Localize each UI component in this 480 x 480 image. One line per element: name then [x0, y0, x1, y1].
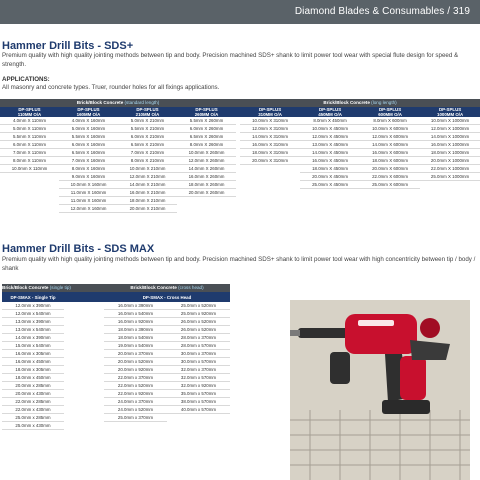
table1-col-header: DP-SPLUS 210MM O/A: [118, 107, 177, 117]
table-cell: 14.0mm x 390mm: [2, 334, 64, 342]
table-cell: 6.0mm X 160mm: [59, 141, 118, 149]
applications-label: APPLICATIONS:: [2, 76, 50, 83]
table-cell: 32.0mm x 920mm: [167, 382, 230, 390]
table-cell: 10.0mm X 600mm: [360, 125, 420, 133]
table-row: [0, 189, 480, 197]
table-cell: 20.0mm X 1000mm: [420, 157, 480, 165]
table-cell: 30.0mm x 570mm: [167, 358, 230, 366]
sds-plus-table: [0, 99, 480, 213]
table-cell: [240, 205, 300, 213]
table-cell: [420, 197, 480, 205]
table-cell: 16.0mm x 540mm: [104, 310, 167, 318]
table-cell: 20.0mm x 520mm: [104, 358, 167, 366]
table-cell: 32.0mm x 370mm: [167, 366, 230, 374]
table-row: [2, 366, 230, 374]
sds-max-description: Premium quality with high quality jointing methods between tip and body. Precision machined SDS+ shank to limit power tool wear with high concentricity between tip / body / shank: [2, 256, 476, 272]
table-row: [0, 149, 480, 157]
table-cell: 5.0mm X 160mm: [59, 125, 118, 133]
table-cell: 25.0mm x 285mm: [2, 414, 64, 422]
table1-col-header: DP-SPLUS 260MM O/A: [177, 107, 236, 117]
table-cell: 7.0mm X 110mm: [0, 149, 59, 157]
table-cell: [360, 205, 420, 213]
table-cell: 22.0mm x 430mm: [2, 406, 64, 414]
table-cell: 20.0mm x 430mm: [2, 390, 64, 398]
table1-group-standard: Brick/Block Concrete (standard length): [0, 99, 236, 107]
table-cell: [240, 189, 300, 197]
table-row: [2, 398, 230, 406]
table-cell: 18.0mm x 390mm: [104, 326, 167, 334]
table-cell: 5.5mm X 260mm: [177, 117, 236, 125]
header-bar: [0, 0, 480, 24]
table-row: [2, 414, 230, 422]
table-cell: 10.0mm X 160mm: [59, 181, 118, 189]
table-cell: 8.0mm X 450mm: [300, 117, 360, 125]
table-cell: 26.0mm x 520mm: [167, 318, 230, 326]
table-cell: 9.0mm X 160mm: [59, 173, 118, 181]
table-cell: 16.0mm X 600mm: [360, 149, 420, 157]
table-cell: 10.0mm X 260mm: [177, 149, 236, 157]
table-cell: 16.0mm X 260mm: [177, 173, 236, 181]
applications-text: All masonry and concrete types. Truer, rounder holes for all fixings applications.: [2, 84, 220, 91]
table-row: [0, 181, 480, 189]
table-row: [2, 326, 230, 334]
table-cell: 18.0mm X 600mm: [360, 157, 420, 165]
table1-group-long: Brick/Block Concrete (long length): [240, 99, 480, 107]
table-cell: 12.0mm X 160mm: [59, 205, 118, 213]
table-row: [2, 318, 230, 326]
table-cell: [0, 197, 59, 205]
hammer-drill-image: [290, 300, 470, 480]
table-cell: 18.0mm X 210mm: [118, 197, 177, 205]
table-cell: [360, 189, 420, 197]
table-cell: 6.5mm X 210mm: [118, 141, 177, 149]
table-cell: 22.0mm x 370mm: [104, 374, 167, 382]
table-cell: 5.0mm X 110mm: [0, 125, 59, 133]
table-row: [2, 342, 230, 350]
table-cell: 16.0mm x 390mm: [104, 302, 167, 310]
table-row: [2, 302, 230, 310]
table-row: [2, 406, 230, 414]
table-cell: 22.0mm X 600mm: [360, 173, 420, 181]
table-cell: 7.0mm X 210mm: [118, 149, 177, 157]
table-cell: 8.0mm X 600mm: [360, 117, 420, 125]
table-cell: [360, 197, 420, 205]
table-cell: [0, 173, 59, 181]
table-cell: 20.0mm X 600mm: [360, 165, 420, 173]
table-row: [0, 197, 480, 205]
table-cell: 14.0mm X 210mm: [118, 181, 177, 189]
table-cell: 8.0mm X 110mm: [0, 157, 59, 165]
table-row: [2, 358, 230, 366]
table-cell: [240, 165, 300, 173]
table1-col-header: DP-SPLUS 600MM O/A: [360, 107, 420, 117]
table1-col-header: DP-SPLUS 160MM O/A: [59, 107, 118, 117]
table-row: [2, 390, 230, 398]
table-cell: 32.0mm x 570mm: [167, 374, 230, 382]
table-row: [0, 141, 480, 149]
table-cell: 10.0mm X 310mm: [240, 117, 300, 125]
table-cell: 25.0mm X 450mm: [300, 181, 360, 189]
table-cell: 25.0mm x 370mm: [104, 414, 167, 422]
table-cell: 6.0mm X 210mm: [118, 133, 177, 141]
table-cell: 25.0mm X 600mm: [360, 181, 420, 189]
table-row: [2, 310, 230, 318]
table-cell: 25.0mm x 520mm: [167, 302, 230, 310]
table-cell: 28.0mm x 370mm: [167, 334, 230, 342]
table-cell: 18.0mm x 450mm: [2, 374, 64, 382]
table-cell: 12.0mm X 600mm: [360, 133, 420, 141]
table-cell: 8.0mm X 160mm: [59, 165, 118, 173]
table-cell: 35.0mm x 570mm: [167, 390, 230, 398]
table-cell: [167, 414, 230, 422]
table-cell: [420, 189, 480, 197]
table-cell: 16.0mm X 450mm: [300, 157, 360, 165]
table-row: [2, 422, 230, 430]
table-cell: [300, 189, 360, 197]
table-cell: [104, 422, 167, 430]
table-cell: 14.0mm X 310mm: [240, 133, 300, 141]
table-cell: 16.0mm x 450mm: [2, 358, 64, 366]
table-cell: 26.0mm x 520mm: [167, 326, 230, 334]
table-row: [0, 117, 480, 125]
table-cell: 20.0mm X 210mm: [118, 205, 177, 213]
table-cell: 24.0mm x 520mm: [104, 406, 167, 414]
table-cell: [0, 181, 59, 189]
table-cell: [420, 205, 480, 213]
table-cell: 6.0mm X 260mm: [177, 125, 236, 133]
sds-max-table: [2, 284, 230, 430]
table1-col-header: DP-SPLUS 310MM O/A: [240, 107, 300, 117]
table-cell: 22.0mm x 285mm: [2, 398, 64, 406]
table-cell: [0, 205, 59, 213]
table1-col-header: DP-SPLUS 110MM O/A: [0, 107, 59, 117]
table-cell: 5.5mm X 210mm: [118, 125, 177, 133]
table-cell: 13.0mm x 390mm: [2, 318, 64, 326]
table-cell: 14.0mm X 450mm: [300, 149, 360, 157]
table-cell: 28.0mm x 570mm: [167, 342, 230, 350]
table-cell: 6.5mm X 260mm: [177, 133, 236, 141]
table-cell: 12.0mm X 210mm: [118, 173, 177, 181]
table-cell: 5.5mm X 160mm: [59, 133, 118, 141]
table-cell: 24.0mm x 370mm: [104, 398, 167, 406]
table-cell: 14.0mm X 1000mm: [420, 133, 480, 141]
table-cell: 22.0mm x 920mm: [104, 390, 167, 398]
table-cell: 14.0mm X 260mm: [177, 165, 236, 173]
table1-col-header: DP-SPLUS 450MM O/A: [300, 107, 360, 117]
table-cell: 38.0mm x 570mm: [167, 398, 230, 406]
table-row: [0, 173, 480, 181]
table-cell: [420, 181, 480, 189]
table-cell: 25.0mm x 430mm: [2, 422, 64, 430]
table-cell: 20.0mm x 370mm: [104, 350, 167, 358]
table1-col-header: DP-SPLUS 1000MM O/A: [420, 107, 480, 117]
table-cell: 5.0mm X 210mm: [118, 117, 177, 125]
table2-group-cross: Brick/Block Concrete (cross head): [104, 284, 230, 292]
table-cell: 5.5mm X 110mm: [0, 133, 59, 141]
sds-plus-title: Hammer Drill Bits - SDS+: [2, 40, 134, 52]
table-row: [0, 165, 480, 173]
sds-max-title: Hammer Drill Bits - SDS MAX: [2, 243, 155, 255]
table-cell: 14.0mm X 600mm: [360, 141, 420, 149]
table-cell: 15.0mm x 540mm: [2, 342, 64, 350]
table-cell: 40.0mm x 570mm: [167, 406, 230, 414]
table-cell: 22.0mm X 1000mm: [420, 165, 480, 173]
table-row: [2, 350, 230, 358]
table-cell: [300, 205, 360, 213]
table-cell: 16.0mm X 310mm: [240, 141, 300, 149]
table-cell: 10.0mm X 210mm: [118, 165, 177, 173]
page-header-title: Diamond Blades & Consumables / 319: [294, 6, 470, 17]
table-row: [2, 374, 230, 382]
sds-plus-description: Premium quality with high quality jointing methods between tip and body. Precision machined SDS+ shank to limit power tool wear with special flute design for speed & strength.: [2, 52, 459, 68]
table-cell: [240, 197, 300, 205]
table-cell: 18.0mm x 305mm: [2, 366, 64, 374]
table-cell: [240, 173, 300, 181]
table-cell: 13.0mm x 540mm: [2, 326, 64, 334]
table-cell: 7.0mm X 160mm: [59, 157, 118, 165]
table-cell: [240, 181, 300, 189]
table-cell: 10.0mm X 1000mm: [420, 117, 480, 125]
table-row: [2, 334, 230, 342]
table-cell: 25.0mm X 1000mm: [420, 173, 480, 181]
table-cell: 11.0mm X 160mm: [59, 189, 118, 197]
table-cell: 10.0mm X 110mm: [0, 165, 59, 173]
table-cell: 12.0mm X 1000mm: [420, 125, 480, 133]
table-cell: 20.0mm x 285mm: [2, 382, 64, 390]
table-cell: [0, 189, 59, 197]
table-cell: 11.0mm X 160mm: [59, 197, 118, 205]
table-cell: 20.0mm X 450mm: [300, 173, 360, 181]
table-cell: 16.0mm x 305mm: [2, 350, 64, 358]
table-cell: 18.0mm X 1000mm: [420, 149, 480, 157]
table-cell: 12.0mm X 450mm: [300, 133, 360, 141]
table-cell: 8.0mm X 260mm: [177, 141, 236, 149]
table-row: [0, 157, 480, 165]
table-cell: 25.0mm x 920mm: [167, 310, 230, 318]
table-cell: 8.0mm X 210mm: [118, 157, 177, 165]
table-cell: 10.0mm X 450mm: [300, 125, 360, 133]
table-cell: 20.0mm X 260mm: [177, 189, 236, 197]
table-cell: [177, 205, 236, 213]
table-cell: 16.0mm X 210mm: [118, 189, 177, 197]
table-cell: 4.0mm X 160mm: [59, 117, 118, 125]
table-cell: 20.0mm x 920mm: [104, 366, 167, 374]
table-cell: 30.0mm x 370mm: [167, 350, 230, 358]
table-cell: 20.0mm X 310mm: [240, 157, 300, 165]
table-cell: 18.0mm X 310mm: [240, 149, 300, 157]
table-row: [2, 382, 230, 390]
table-cell: 18.0mm x 540mm: [104, 334, 167, 342]
table-cell: 22.0mm x 520mm: [104, 382, 167, 390]
table-cell: 16.0mm x 920mm: [104, 318, 167, 326]
table-cell: [167, 422, 230, 430]
table-cell: 6.0mm X 110mm: [0, 141, 59, 149]
table-cell: 18.0mm X 450mm: [300, 165, 360, 173]
table-cell: [300, 197, 360, 205]
table-cell: 19.0mm x 540mm: [104, 342, 167, 350]
table-cell: 12.0mm X 260mm: [177, 157, 236, 165]
table-cell: 16.0mm X 1000mm: [420, 141, 480, 149]
table2-group-single: Brick/Block Concrete (single tip): [2, 285, 71, 290]
table-cell: 4.0mm X 110mm: [0, 117, 59, 125]
table-cell: 13.0mm X 450mm: [300, 141, 360, 149]
table-cell: 18.0mm X 260mm: [177, 181, 236, 189]
table-cell: 12.0mm x 540mm: [2, 310, 64, 318]
table-row: [0, 133, 480, 141]
table2-col-single-tip: DP-SMAX - Single Tip: [2, 292, 64, 302]
table-row: [0, 205, 480, 213]
table-cell: 12.0mm X 310mm: [240, 125, 300, 133]
table-row: [0, 125, 480, 133]
table-cell: [177, 197, 236, 205]
table2-col-cross-head: DP-SMAX - Cross Head: [104, 292, 230, 302]
table-cell: 6.5mm X 160mm: [59, 149, 118, 157]
table-cell: 12.0mm x 390mm: [2, 302, 64, 310]
